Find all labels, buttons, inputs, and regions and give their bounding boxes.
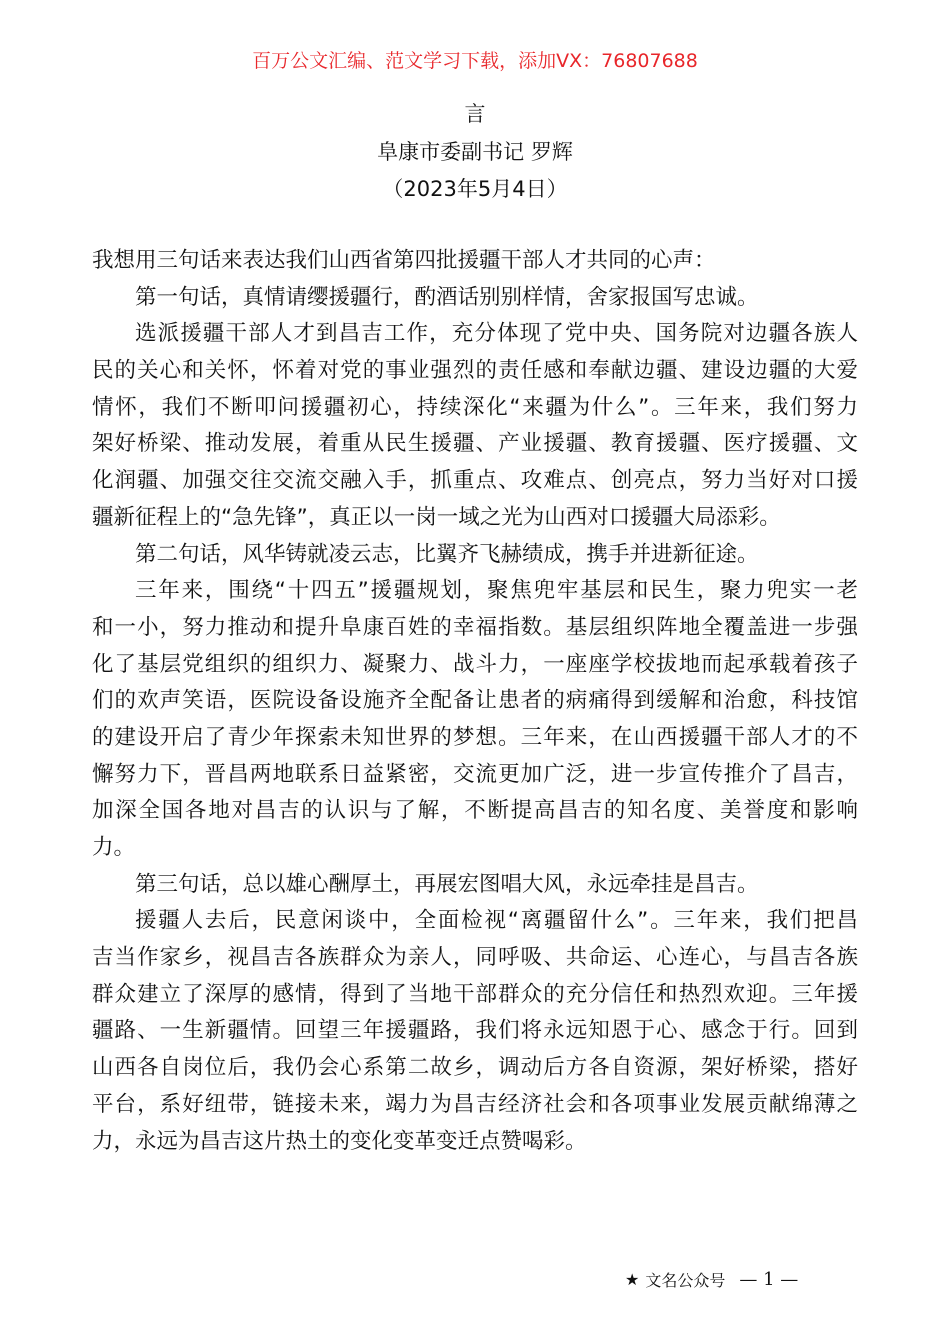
star-icon: ★ — [625, 1270, 640, 1289]
paragraph-line: 吉当作家乡，视昌吉各族群众为亲人，同呼吸、共命运、心连心，与昌吉各族 — [92, 945, 858, 971]
paragraph-line: 第二句话，风华铸就凌云志，比翼齐飞赫绩成，携手并进新征途。 — [135, 541, 759, 567]
paragraph — [92, 573, 858, 867]
paragraph-line: 我想用三句话来表达我们山西省第四批援疆干部人才共同的心声： — [92, 248, 716, 273]
footer-source: 文名公众号 — [645, 1271, 726, 1290]
document-title: 言 — [464, 102, 486, 126]
paragraph — [92, 867, 858, 904]
paragraph-line: 的建设开启了青少年探索未知世界的梦想。三年来，在山西援疆干部人才的不 — [92, 724, 858, 750]
paragraph-line: 和一小，努力推动和提升阜康百姓的幸福指数。基层组织阵地全覆盖进一步强 — [92, 614, 858, 640]
paragraph-line: 第一句话，真情请缨援疆行，酌酒话别别样情，舍家报国写忠诚。 — [135, 284, 759, 310]
document-body — [92, 243, 858, 1160]
paragraph-line: 疆路、一生新疆情。回望三年援疆路，我们将永远知恩于心、感念于行。回到 — [92, 1018, 858, 1044]
paragraph-line: 懈努力下，晋昌两地联系日益紧密，交流更加广泛，进一步宣传推介了昌吉， — [92, 761, 858, 787]
paragraph-line: 疆新征程上的“急先锋”，真正以一岗一域之光为山西对口援疆大局添彩。 — [92, 504, 781, 530]
paragraph-line: 架好桥梁、推动发展，着重从民生援疆、产业援疆、教育援疆、医疗援疆、文 — [92, 431, 858, 457]
page-number: — 1 — — [739, 1269, 799, 1290]
paragraph-line: 加深全国各地对昌吉的认识与了解，不断提高昌吉的知名度、美誉度和影响 — [92, 798, 858, 824]
paragraph-line: 力，永远为昌吉这片热土的变化变革变迁点赞喝彩。 — [92, 1128, 587, 1154]
paragraph-line: 群众建立了深厚的感情，得到了当地干部群众的充分信任和热烈欢迎。三年援 — [92, 981, 858, 1007]
paragraph-line: 选派援疆干部人才到昌吉工作，充分体现了党中央、国务院对边疆各族人 — [135, 321, 858, 347]
paragraph-line: 援疆人去后，民意闲谈中，全面检视“离疆留什么”。三年来，我们把昌 — [135, 908, 858, 934]
paragraph-line: 三年来，围绕“十四五”援疆规划，聚焦兜牢基层和民生，聚力兜实一老 — [135, 578, 858, 604]
paragraph-line: 们的欢声笑语，医院设备设施齐全配备让患者的病痛得到缓解和治愈，科技馆 — [92, 688, 858, 714]
paragraph-line: 化润疆、加强交往交流交融入手，抓重点、攻难点、创亮点，努力当好对口援 — [92, 468, 858, 494]
date-line: （2023年5月4日） — [382, 177, 568, 201]
paragraph-line: 民的关心和关怀，怀着对党的事业强烈的责任感和奉献边疆、建设边疆的大爱 — [92, 358, 858, 384]
paragraph — [92, 537, 858, 574]
author-line: 阜康市委副书记 罗辉 — [377, 140, 573, 164]
paragraph — [92, 903, 858, 1160]
paragraph-line: 第三句话，总以雄心酬厚土，再展宏图唱大风，永远牵挂是昌吉。 — [135, 871, 759, 897]
paragraph-line: 山西各自岗位后，我仍会心系第二故乡，调动后方各自资源，架好桥梁，搭好 — [92, 1055, 858, 1081]
paragraph-line: 平台，系好纽带，链接未来，竭力为昌吉经济社会和各项事业发展贡献绵薄之 — [92, 1091, 858, 1117]
paragraph — [92, 316, 858, 536]
page-footer — [625, 1268, 798, 1291]
watermark-banner: 百万公文汇编、范文学习下载，添加VX：76807688 — [252, 50, 698, 72]
paragraph — [92, 243, 858, 280]
paragraph-line: 情怀，我们不断叩问援疆初心，持续深化“来疆为什么”。三年来，我们努力 — [92, 394, 858, 420]
paragraph-line: 化了基层党组织的组织力、凝聚力、战斗力，一座座学校拔地而起承载着孩子 — [92, 651, 858, 677]
paragraph-line: 力。 — [92, 835, 136, 860]
paragraph — [92, 280, 858, 317]
